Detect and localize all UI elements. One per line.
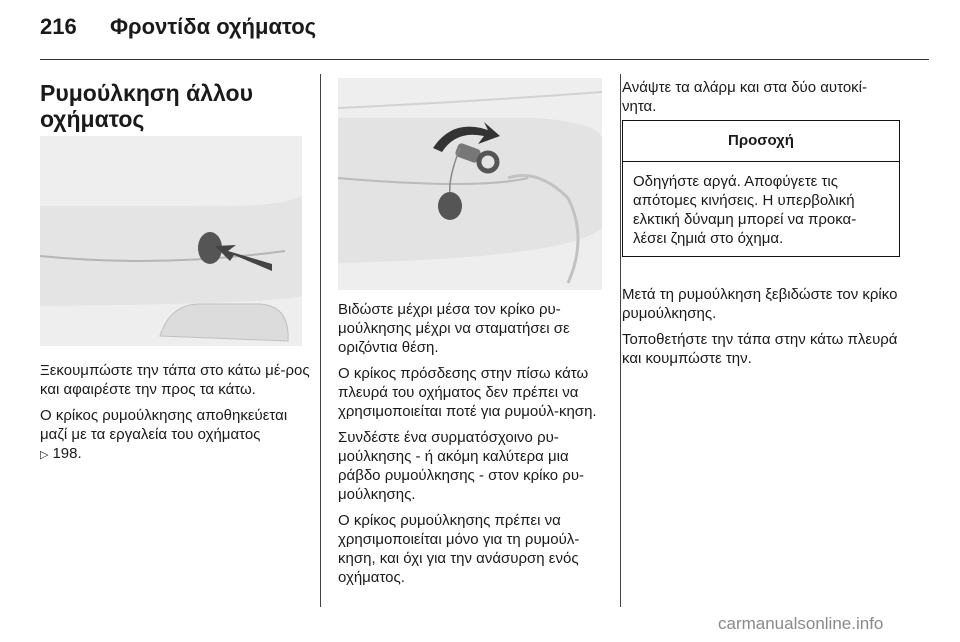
column-3-text <box>622 285 900 375</box>
caution-title: Προσοχή <box>623 121 899 162</box>
col1-page-reference: 198. <box>52 445 82 462</box>
bumper-cap-drawing <box>40 136 302 346</box>
col2-paragraph-4: Ο κρίκος ρυμούλκησης πρέπει να χρησιμοποιείται μόνο για τη ρυμούλ-κηση, και όχι για την ανάσυρση ενός οχήματος. <box>338 512 580 586</box>
col2-paragraph-1: Βιδώστε μέχρι μέσα τον κρίκο ρυ-μούλκησης μέχρι να σταματήσει σε οριζόντια θέση. <box>338 301 570 356</box>
col3-paragraph-3: Τοποθετήστε την τάπα στην κάτω πλευρά και κουμπώστε την. <box>622 331 898 367</box>
col3-intro: Ανάψτε τα αλάρμ και στα δύο αυτοκί-νητα. <box>622 79 868 115</box>
col1-paragraph-2 <box>40 406 312 465</box>
col1-paragraph-1: Ξεκουμπώστε την τάπα στο κάτω μέ-ρος και αφαιρέστε την προς τα κάτω. <box>40 362 310 398</box>
column-divider-2 <box>620 74 621 607</box>
caution-box <box>622 120 900 257</box>
column-1-text <box>40 361 312 472</box>
section-title <box>40 80 310 132</box>
column-3-intro <box>622 78 900 123</box>
watermark: carmanualsonline.info <box>718 614 884 633</box>
section-title-line2: οχήματος <box>40 106 145 132</box>
column-2-text <box>338 300 613 594</box>
chapter-title: Φροντίδα οχήματος <box>110 14 317 39</box>
caution-text: Οδηγήστε αργά. Αποφύγετε τις απότομες κινήσεις. Η υπερβολική ελκτική δύναμη μπορεί να προκα-λέσει ζημιά στο όχημα. <box>633 173 857 247</box>
header-rule <box>40 59 929 60</box>
page-header <box>40 14 930 44</box>
section-title-line1: Ρυμούλκηση άλλου <box>40 80 253 106</box>
col3-paragraph-2: Μετά τη ρυμούλκηση ξεβιδώστε τον κρίκο ρυμούλκησης. <box>622 286 898 322</box>
page-number: 216 <box>40 14 77 39</box>
col1-paragraph-2-text: Ο κρίκος ρυμούλκησης αποθηκεύεται μαζί με τα εργαλεία του οχήματος <box>40 407 288 443</box>
reference-arrow-icon: ▷ <box>40 449 49 461</box>
tow-eye-illustration <box>338 78 602 290</box>
col2-paragraph-2: Ο κρίκος πρόσδεσης στην πίσω κάτω πλευρά του οχήματος δεν πρέπει να χρησιμοποιείται ποτέ για ρυμούλ-κηση. <box>338 365 597 420</box>
bumper-cap-illustration <box>40 136 302 346</box>
column-divider-1 <box>320 74 321 607</box>
col2-paragraph-3: Συνδέστε ένα συρματόσχοινο ρυ-μούλκησης - ή ακόμη καλύτερα μια ράβδο ρυμούλκησης - στον κρίκο ρυ-μούλκησης. <box>338 429 585 503</box>
tow-eye-drawing <box>338 78 602 290</box>
